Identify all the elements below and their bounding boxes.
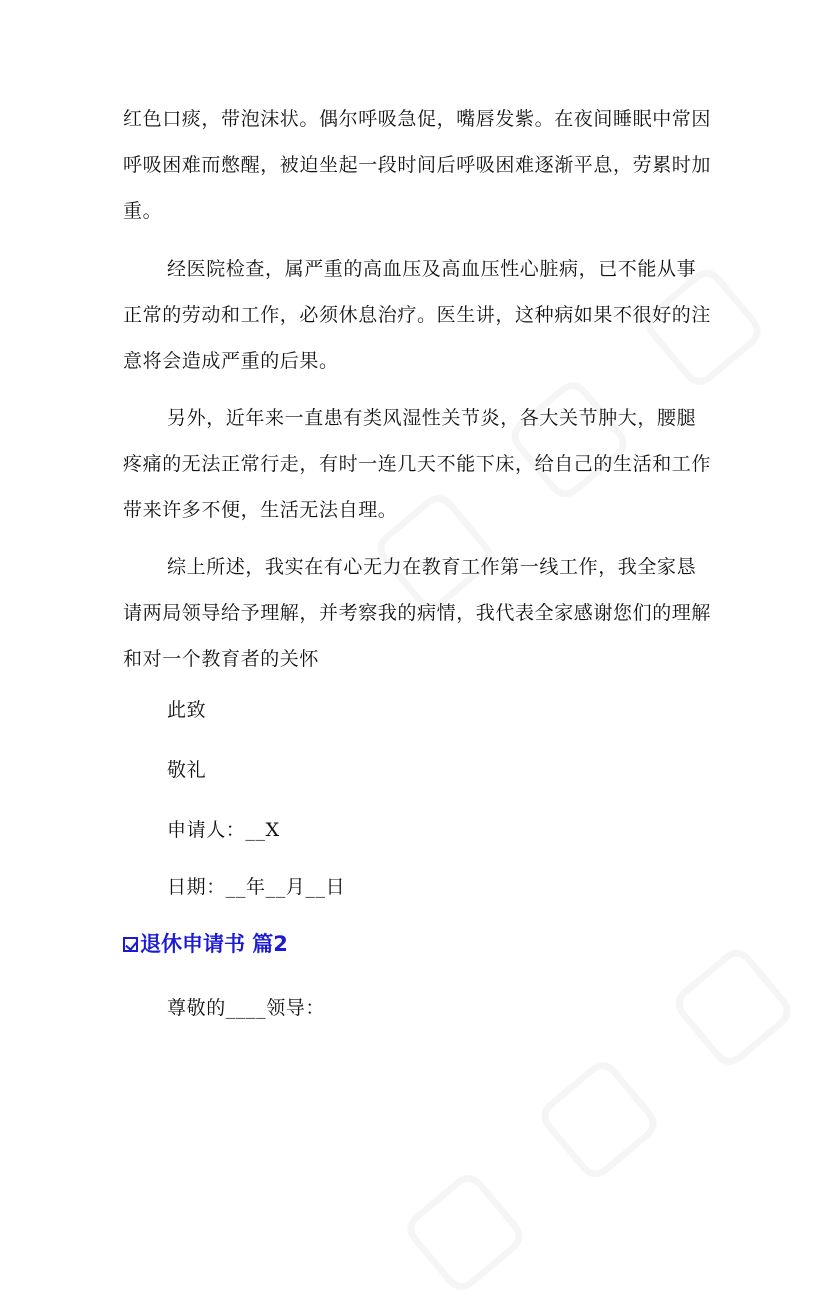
paragraph-arthritis: 另外，近年来一直患有类风湿性关节炎，各大关节肿大，腰腿疼痛的无法正常行走，有时一连几天不能下床，给自己的生活和工作带来许多不便，生活无法自理。 [123,407,712,521]
greeting-line: 尊敬的____领导： [167,997,326,1019]
closing-salutation-2: 敬礼 [167,759,207,781]
paragraph-diagnosis: 经医院检查，属严重的高血压及高血压性心脏病，已不能从事正常的劳动和工作，必须休息治疗。医生讲，这种病如果不很好的注意将会造成严重的后果。 [123,258,712,372]
section-heading [123,928,288,960]
applicant-line: 申请人：__X [167,819,280,841]
closing-salutation-1: 此致 [167,699,207,721]
section-heading-text: 退休申请书 篇2 [140,932,288,956]
checkbox-icon [123,937,138,952]
watermark-lower [371,904,823,1315]
paragraph-symptoms: 红色口痰，带泡沫状。偶尔呼吸急促，嘴唇发紫。在夜间睡眠中常因呼吸困难而憋醒，被迫坐起一段时间后呼吸困难逐渐平息，劳累时加重。 [123,108,712,222]
paragraph-conclusion: 综上所述，我实在有心无力在教育工作第一线工作，我全家恳请两局领导给予理解，并考察我的病情，我代表全家感谢您们的理解和对一个教育者的关怀 [123,556,712,670]
date-line: 日期：__年__月__日 [167,876,346,898]
